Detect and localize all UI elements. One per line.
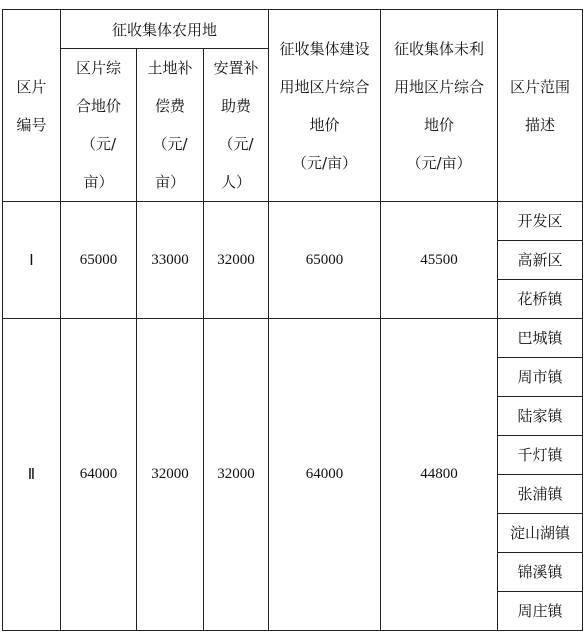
composite-price: 64000 bbox=[61, 319, 137, 631]
area-item: 陆家镇 bbox=[498, 397, 583, 436]
resettlement-fee: 32000 bbox=[204, 202, 269, 319]
header-unused: 征收集体未利 用地区片综合 地价 （元/亩） bbox=[381, 10, 498, 202]
area-item: 周市镇 bbox=[498, 358, 583, 397]
table-row bbox=[3, 319, 583, 358]
unused-price: 45500 bbox=[381, 202, 498, 319]
area-item: 张浦镇 bbox=[498, 475, 583, 514]
area-item: 开发区 bbox=[498, 202, 583, 241]
header-region-no: 区片 编号 bbox=[3, 10, 61, 202]
table-row bbox=[3, 202, 583, 241]
region-id: Ⅰ bbox=[3, 202, 61, 319]
header-compensation: 土地补 偿费 （元/ 亩） bbox=[137, 49, 204, 202]
region-id: Ⅱ bbox=[3, 319, 61, 631]
construction-price: 64000 bbox=[269, 319, 381, 631]
area-item: 巴城镇 bbox=[498, 319, 583, 358]
header-construction: 征收集体建设 用地区片综合 地价 （元/亩） bbox=[269, 10, 381, 202]
resettlement-fee: 32000 bbox=[204, 319, 269, 631]
header-resettlement: 安置补 助费 （元/ 人） bbox=[204, 49, 269, 202]
area-item: 高新区 bbox=[498, 241, 583, 280]
area-item: 淀山湖镇 bbox=[498, 514, 583, 553]
header-scope: 区片范围 描述 bbox=[498, 10, 583, 202]
area-item: 周庄镇 bbox=[498, 592, 583, 631]
composite-price: 65000 bbox=[61, 202, 137, 319]
header-composite: 区片综 合地价 （元/ 亩） bbox=[61, 49, 137, 202]
area-item: 千灯镇 bbox=[498, 436, 583, 475]
compensation-fee: 33000 bbox=[137, 202, 204, 319]
area-item: 花桥镇 bbox=[498, 280, 583, 319]
unused-price: 44800 bbox=[381, 319, 498, 631]
header-farm-group: 征收集体农用地 bbox=[61, 10, 269, 49]
land-price-table bbox=[2, 9, 583, 631]
compensation-fee: 32000 bbox=[137, 319, 204, 631]
area-item: 锦溪镇 bbox=[498, 553, 583, 592]
construction-price: 65000 bbox=[269, 202, 381, 319]
